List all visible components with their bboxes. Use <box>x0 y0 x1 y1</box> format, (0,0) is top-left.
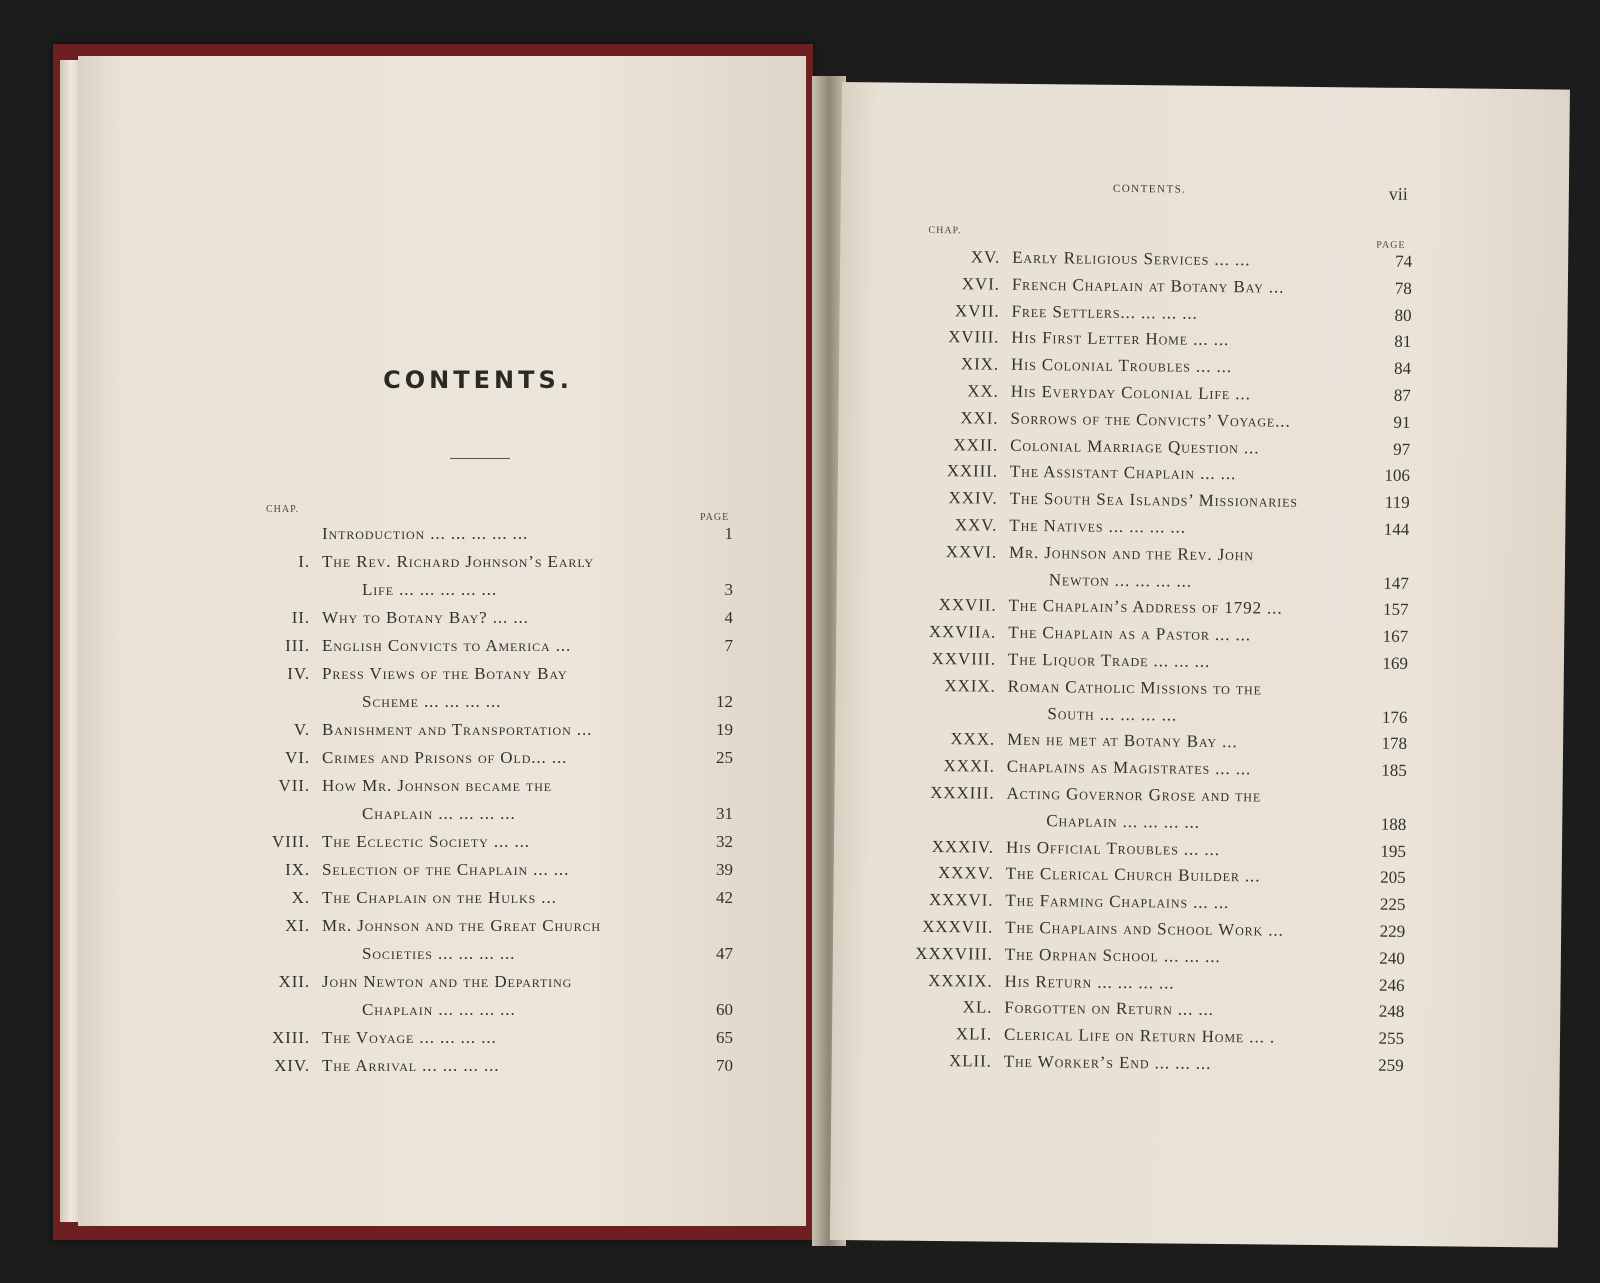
chapter-number: XLI. <box>955 1024 993 1044</box>
running-head: CONTENTS. <box>1112 182 1187 196</box>
chapter-title: The Arrival ... ... ... ... <box>322 1056 500 1075</box>
chapter-title: Chaplain ... ... ... ... <box>1046 810 1200 832</box>
page-number: 169 <box>1382 653 1409 673</box>
contents-entry <box>836 648 1436 674</box>
chapter-title: Introduction ... ... ... ... ... <box>322 524 529 543</box>
chapter-number: XVIII. <box>948 327 1000 348</box>
page-number: 91 <box>1393 412 1411 432</box>
chapter-title: The South Sea Islands’ Missionaries <box>1009 488 1299 511</box>
contents-entry <box>834 782 1434 808</box>
page-number: 188 <box>1380 814 1407 834</box>
chapter-title: Crimes and Prisons of Old... ... <box>322 748 568 767</box>
contents-entry <box>78 720 738 740</box>
chapter-title: John Newton and the Departing <box>322 972 573 991</box>
chapter-number: XXVI. <box>945 541 998 562</box>
chapter-number <box>836 702 996 704</box>
chapter-number <box>834 809 994 811</box>
contents-entry <box>833 916 1433 942</box>
chapter-title: English Convicts to America ... <box>322 636 572 655</box>
chapter-number: XLII. <box>948 1051 992 1071</box>
page-number: 255 <box>1378 1028 1405 1049</box>
contents-entry <box>78 832 738 852</box>
chapter-title: His Everyday Colonial Life ... <box>1010 381 1251 404</box>
chapter-title: Life ... ... ... ... ... <box>362 580 497 599</box>
contents-entry <box>840 246 1440 272</box>
contents-entry <box>832 1050 1432 1076</box>
left-page <box>78 56 806 1226</box>
contents-entry <box>839 380 1439 406</box>
page-number: 176 <box>1381 707 1408 727</box>
page-number: 42 <box>716 888 733 907</box>
chapter-title: Early Religious Services ... ... <box>1012 247 1251 270</box>
page-number: 259 <box>1378 1055 1404 1075</box>
page-number: 205 <box>1380 868 1406 888</box>
contents-entry <box>835 728 1435 754</box>
chapter-title: Colonial Marriage Question ... <box>1010 435 1260 457</box>
chapter-title: Sorrows of the Convicts’ Voyage... <box>1010 408 1291 431</box>
contents-entry <box>78 1028 738 1048</box>
page-number: 195 <box>1380 841 1407 861</box>
chapter-title: Newton ... ... ... ... <box>1048 569 1193 591</box>
chapter-number: XXXIV. <box>931 836 995 857</box>
contents-entry <box>834 862 1434 888</box>
contents-entry <box>835 702 1435 728</box>
page-number: 70 <box>716 1056 733 1075</box>
right-page <box>830 82 1570 1248</box>
contents-entry <box>838 460 1438 486</box>
chapter-number: XXI. <box>960 408 999 428</box>
chapter-number: V. <box>293 720 310 739</box>
page-number: 167 <box>1382 626 1409 647</box>
contents-entry <box>833 889 1433 915</box>
chapter-title: His Return ... ... ... ... <box>1004 971 1175 993</box>
page-number: 178 <box>1381 734 1408 754</box>
chapter-title: How Mr. Johnson became the <box>322 776 552 795</box>
page-number: 74 <box>1395 251 1413 271</box>
contents-entry <box>837 541 1437 567</box>
chapter-number: XXXVII. <box>922 916 994 937</box>
chapter-title: Why to Botany Bay? ... ... <box>322 608 529 627</box>
page-number: 106 <box>1384 466 1411 486</box>
contents-entry <box>78 776 738 796</box>
page-number: 1 <box>724 524 733 543</box>
contents-entry <box>838 407 1438 433</box>
chapter-number: XIV. <box>274 1056 310 1075</box>
page-number: 80 <box>1394 305 1412 325</box>
chapter-title: The Natives ... ... ... ... <box>1009 515 1187 537</box>
chapter-title: The Chaplain on the Hulks ... <box>322 888 557 907</box>
chapter-title: The Clerical Church Builder ... <box>1005 864 1261 886</box>
contents-entry <box>78 1000 738 1020</box>
page-number: 87 <box>1393 385 1411 405</box>
contents-entry <box>78 664 738 684</box>
chapter-title: The Eclectic Society ... ... <box>322 832 530 851</box>
page-number: 229 <box>1379 921 1406 941</box>
page-number: 4 <box>724 608 733 627</box>
page-number: 225 <box>1379 894 1406 915</box>
page-number: 31 <box>716 804 733 823</box>
page-number: 12 <box>716 692 733 711</box>
chapter-title: The Voyage ... ... ... ... <box>322 1028 497 1047</box>
page-number: 7 <box>724 636 733 655</box>
contents-entry <box>836 594 1436 620</box>
chapter-number: XVII. <box>954 300 1000 321</box>
chapter-title: South ... ... ... ... <box>1047 703 1178 725</box>
title-rule <box>450 458 510 459</box>
chapter-number: III. <box>285 636 310 655</box>
chapter-title: Scheme ... ... ... ... <box>362 692 502 711</box>
contents-entry <box>839 326 1439 352</box>
page-number: 60 <box>716 1000 733 1019</box>
chapter-number: XXXI. <box>943 756 995 776</box>
contents-entry <box>78 580 738 600</box>
chapter-title: The Farming Chaplains ... ... <box>1005 890 1230 913</box>
contents-entry <box>837 568 1437 594</box>
chapter-number: XVI. <box>961 274 1000 294</box>
contents-entry <box>78 552 738 572</box>
contents-entry <box>78 524 738 544</box>
page-number: 3 <box>724 580 733 599</box>
chapter-number: XXIII. <box>946 461 999 482</box>
contents-entry <box>78 944 738 964</box>
chapter-number: IX. <box>285 860 310 879</box>
page-number: 185 <box>1381 760 1407 781</box>
page-number: 19 <box>716 720 733 739</box>
page-number: 84 <box>1393 358 1412 379</box>
chapter-title: His Official Troubles ... ... <box>1005 837 1221 859</box>
page-number: 147 <box>1383 573 1409 593</box>
contents-entry <box>840 300 1440 326</box>
page-number: 32 <box>716 832 733 851</box>
chap-column-header: CHAP. <box>928 224 962 237</box>
contents-entry <box>78 916 738 936</box>
chapter-title: Mr. Johnson and the Rev. John <box>1008 542 1255 565</box>
page-number: 81 <box>1394 332 1412 352</box>
chapter-title: Chaplains as Magistrates ... ... <box>1006 756 1252 779</box>
chapter-number: XXXVIII. <box>915 943 993 964</box>
contents-entry <box>835 755 1435 781</box>
chap-column-header: CHAP. <box>266 504 300 515</box>
chapter-title: Men he met at Botany Bay ... <box>1007 730 1238 752</box>
chapter-number: XXXVI. <box>928 890 994 910</box>
chapter-title: The Chaplain’s Address of 1792 ... <box>1008 596 1283 619</box>
chapter-number: XXXIX. <box>928 970 993 991</box>
contents-entry <box>838 487 1438 513</box>
chapter-number: I. <box>298 552 310 571</box>
chapter-number: VII. <box>278 776 310 795</box>
chapter-title: The Chaplains and School Work ... <box>1005 917 1284 940</box>
chapter-number: XV. <box>970 247 1001 267</box>
chapter-number: XXXIII. <box>930 782 995 803</box>
chapter-number: IV. <box>287 664 310 683</box>
chapter-title: Banishment and Transportation ... <box>322 720 593 739</box>
chapter-number: XXV. <box>954 515 998 535</box>
chapter-number: XXX. <box>950 729 996 750</box>
chapter-title: His Colonial Troubles ... ... <box>1010 354 1233 377</box>
page-number: 97 <box>1393 439 1411 459</box>
contents-entry <box>78 636 738 656</box>
chapter-number: XXVIII. <box>931 648 997 669</box>
chapter-number: XXVIIa. <box>928 622 997 642</box>
chapter-number: VIII. <box>271 832 310 851</box>
chapter-title: Chaplain ... ... ... ... <box>362 1000 516 1019</box>
page-folio: vii <box>1388 183 1408 204</box>
chapter-number: X. <box>291 888 310 907</box>
chapter-title: Mr. Johnson and the Great Church <box>322 916 601 935</box>
page-number: 119 <box>1384 492 1410 513</box>
chapter-number: XXIX. <box>944 675 996 696</box>
chapter-number: XXVII. <box>938 595 997 616</box>
chapter-title: His First Letter Home ... ... <box>1011 328 1230 350</box>
page-number: 47 <box>716 944 733 963</box>
page-number: 39 <box>716 860 733 879</box>
chapter-number: XII. <box>278 972 310 991</box>
chapter-number: XIX. <box>960 354 1000 374</box>
page-number: 65 <box>716 1028 733 1047</box>
chapter-title: Acting Governor Grose and the <box>1006 783 1262 806</box>
contents-entry <box>78 804 738 824</box>
contents-entry <box>78 888 738 908</box>
chapter-number: XXII. <box>953 434 999 455</box>
contents-entry <box>833 943 1433 969</box>
chapter-title: French Chaplain at Botany Bay ... <box>1011 274 1285 297</box>
chapter-number: XXXV. <box>937 863 994 884</box>
chapter-title: Roman Catholic Missions to the <box>1007 676 1263 699</box>
chapter-number: VI. <box>285 748 310 767</box>
chapter-title: Societies ... ... ... ... <box>362 944 516 963</box>
page-number: 246 <box>1378 975 1405 995</box>
chapter-title: The Orphan School ... ... ... <box>1004 944 1221 966</box>
chapter-title: Press Views of the Botany Bay <box>322 664 568 683</box>
chapter-title: Free Settlers... ... ... ... <box>1011 301 1198 323</box>
page-number: 248 <box>1378 1002 1405 1022</box>
chapter-number: XX. <box>967 381 999 401</box>
chapter-number: XI. <box>285 916 310 935</box>
contents-entry <box>839 353 1439 379</box>
chapter-title: The Worker’s End ... ... ... <box>1003 1051 1212 1073</box>
chapter-title: Chaplain ... ... ... ... <box>362 804 516 823</box>
page-column-header: PAGE <box>1376 239 1406 251</box>
chapter-title: The Assistant Chaplain ... ... <box>1009 462 1237 484</box>
chapter-title: Forgotten on Return ... ... <box>1004 998 1214 1020</box>
chapter-title: Selection of the Chaplain ... ... <box>322 860 570 879</box>
contents-entry <box>832 996 1432 1022</box>
page-number: 240 <box>1379 948 1405 968</box>
contents-entry <box>836 621 1436 647</box>
contents-entry <box>834 836 1434 862</box>
contents-entry <box>78 860 738 880</box>
page-number: 78 <box>1394 278 1412 298</box>
contents-entry <box>840 273 1440 299</box>
contents-entry <box>834 809 1434 835</box>
contents-entry <box>78 608 738 628</box>
contents-entry <box>832 1023 1432 1049</box>
page-number: 144 <box>1383 519 1410 539</box>
contents-entry <box>836 675 1436 701</box>
chapter-title: The Liquor Trade ... ... ... <box>1007 649 1211 671</box>
page-number: 157 <box>1382 600 1409 620</box>
contents-entry <box>832 970 1432 996</box>
contents-entry <box>838 434 1438 460</box>
contents-entry <box>78 748 738 768</box>
chapter-number: II. <box>291 608 310 627</box>
chapter-number: XL. <box>962 997 993 1018</box>
chapter-number <box>837 568 997 570</box>
chapter-number: XIII. <box>271 1028 310 1047</box>
page-column-header: PAGE <box>700 512 730 523</box>
contents-entry <box>837 514 1437 540</box>
chapter-title: The Chaplain as a Pastor ... ... <box>1008 622 1252 645</box>
contents-entry <box>78 972 738 992</box>
chapter-title: Clerical Life on Return Home ... . <box>1003 1024 1276 1047</box>
page-number: 25 <box>716 748 733 767</box>
chapter-number: XXIV. <box>948 488 998 508</box>
contents-entry <box>78 692 738 712</box>
chapter-title: The Rev. Richard Johnson’s Early <box>322 552 594 571</box>
contents-entry <box>78 1056 738 1076</box>
contents-title: CONTENTS. <box>383 366 573 394</box>
